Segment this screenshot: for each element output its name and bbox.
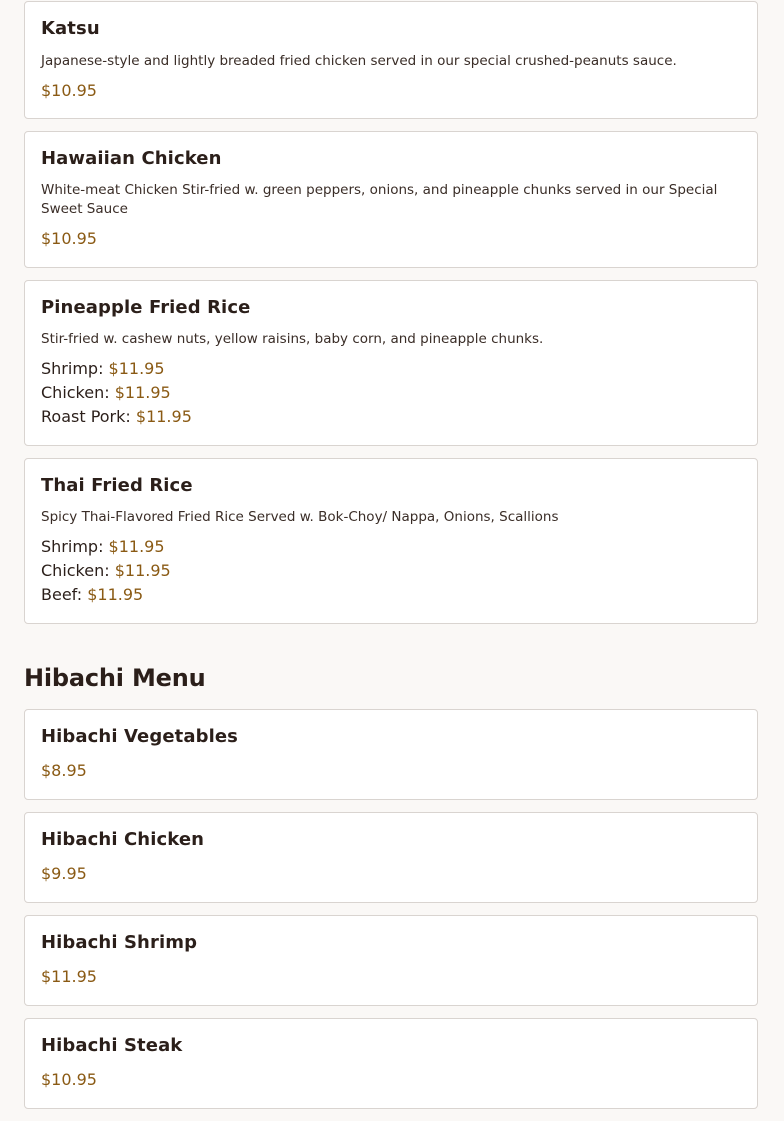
menu-item-card-thai-fried-rice[interactable] [24, 458, 758, 624]
option-price: $11.95 [108, 359, 165, 378]
option-price: $11.95 [135, 407, 192, 426]
item-description: Spicy Thai-Flavored Fried Rice Served w. Bok-Choy/ Nappa, Onions, Scallions [41, 509, 559, 525]
option-price: $11.95 [114, 383, 171, 402]
menu-item-card-hawaiian-chicken[interactable] [24, 131, 758, 268]
item-name: Hibachi Steak [41, 1035, 183, 1056]
option-label: Chicken: [41, 383, 110, 402]
price-option [41, 359, 165, 378]
option-label: Roast Pork: [41, 407, 131, 426]
item-name: Hibachi Chicken [41, 829, 205, 850]
item-name: Hibachi Shrimp [41, 932, 198, 953]
section-title-hibachi: Hibachi Menu [24, 664, 206, 692]
item-name: Thai Fried Rice [41, 475, 193, 496]
option-price: $11.95 [108, 537, 165, 556]
price-option [41, 383, 171, 402]
item-description: White-meat Chicken Stir-fried w. green peppers, onions, and pineapple chunks served in our Special Sweet Sauce [41, 182, 718, 217]
option-price: $11.95 [87, 585, 144, 604]
item-price: $10.95 [41, 81, 97, 100]
item-name: Hibachi Vegetables [41, 726, 238, 747]
menu-item-card-hibachi-vegetables[interactable] [24, 709, 758, 800]
price-option [41, 585, 143, 604]
menu-item-card-katsu[interactable] [24, 1, 758, 119]
option-price: $11.95 [114, 561, 171, 580]
price-option [41, 537, 165, 556]
option-label: Chicken: [41, 561, 110, 580]
item-description: Stir-fried w. cashew nuts, yellow raisins, baby corn, and pineapple chunks. [41, 331, 544, 347]
menu-item-card-hibachi-chicken[interactable] [24, 812, 758, 903]
menu-item-card-pineapple-fried-rice[interactable] [24, 280, 758, 446]
menu-item-card-hibachi-shrimp[interactable] [24, 915, 758, 1006]
price-option [41, 407, 192, 426]
item-price: $11.95 [41, 967, 97, 986]
item-description: Japanese-style and lightly breaded fried chicken served in our special crushed-peanuts sauce. [41, 53, 677, 69]
price-option [41, 561, 171, 580]
item-price: $10.95 [41, 229, 97, 248]
item-price: $10.95 [41, 1070, 97, 1089]
item-price: $8.95 [41, 761, 87, 780]
menu-item-card-hibachi-steak[interactable] [24, 1018, 758, 1109]
item-name: Pineapple Fried Rice [41, 297, 251, 318]
item-name: Katsu [41, 18, 100, 39]
option-label: Shrimp: [41, 359, 104, 378]
option-label: Shrimp: [41, 537, 104, 556]
item-price: $9.95 [41, 864, 87, 883]
item-name: Hawaiian Chicken [41, 148, 222, 169]
option-label: Beef: [41, 585, 83, 604]
